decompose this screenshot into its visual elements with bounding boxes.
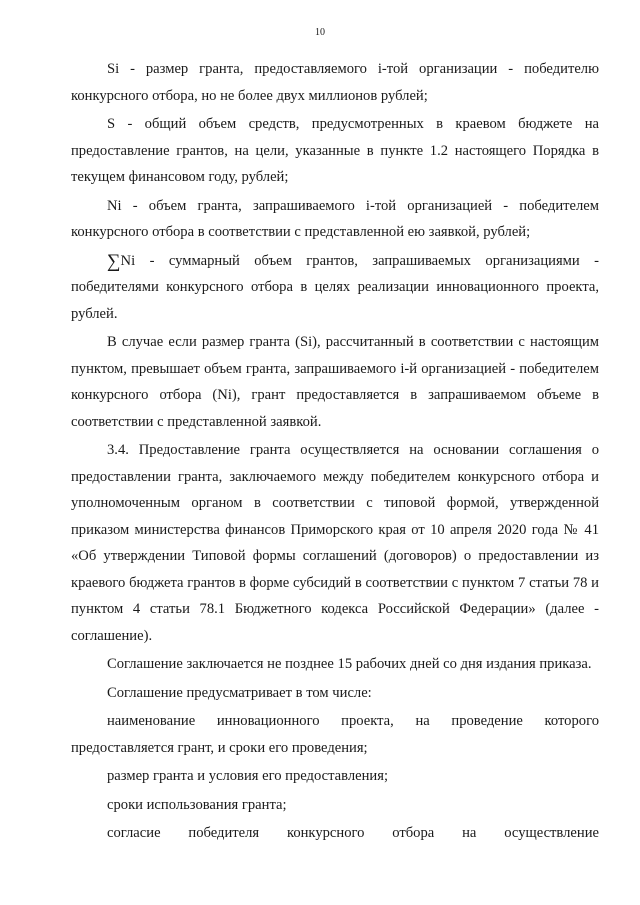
paragraph-si: Si - размер гранта, предоставляемого i-той организации - победителю конкурсного отбора, но не более двух миллионов рублей; xyxy=(71,61,599,104)
paragraph-ni: Ni - объем гранта, запрашиваемого i-той организацией - победителем конкурсного отбора в соответствии с представленной ею заявкой, рублей; xyxy=(71,197,599,240)
paragraph-grant-terms: сроки использования гранта; xyxy=(107,796,287,813)
page-number: 10 xyxy=(315,27,325,38)
paragraph-consent-start: согласие победителя конкурсного отбора на осуществление xyxy=(107,825,599,841)
paragraph-grant-size: размер гранта и условия его предоставления; xyxy=(107,768,388,784)
sum-symbol: ∑ xyxy=(107,250,121,272)
document-body xyxy=(71,56,599,847)
paragraph-s: S - общий объем средств, предусмотренных в краевом бюджете на предоставление грантов, на цели, указанные в пункте 1.2 настоящего Порядка в текущем финансовом году, рублей; xyxy=(71,116,599,185)
paragraph-sum-ni xyxy=(71,248,599,328)
paragraph-project-name: наименование инновационного проекта, на проведение которого предоставляется грант, и сроки его проведения; xyxy=(71,713,599,756)
paragraph-3-4: 3.4. Предоставление гранта осуществляется на основании соглашения о предоставлении гранта, заключаемого между победителем конкурсного отбора и уполномоченным органом в соответствии с типовой формой, утвержденной приказом министерства финансов Приморского края от 10 апреля 2020 года № 41 «Об утверждении Типовой формы соглашений (договоров) о предоставлении из краевого бюджета грантов в форме субсидий в соответствии с пунктом 7 статьи 78 и пунктом 4 статьи 78.1 Бюджетного кодекса Российской Федерации» (далее - соглашение). xyxy=(71,442,599,644)
paragraph-agreement-includes: Соглашение предусматривает в том числе: xyxy=(107,684,372,701)
paragraph-agreement-term: Соглашение заключается не позднее 15 рабочих дней со дня издания приказа. xyxy=(107,656,592,672)
sum-paragraph-text: Ni - суммарный объем грантов, запрашиваемых организациями - победителями конкурсного отбора в целях реализации инновационного проекта, рублей. xyxy=(71,252,599,322)
paragraph-grant-limit: В случае если размер гранта (Si), рассчитанный в соответствии с настоящим пунктом, превышает объем гранта, запрашиваемого i-й организацией - победителем конкурсного отбора (Ni), грант предоставляется в запрашиваемом объеме в соответствии с представленной заявкой. xyxy=(71,334,599,430)
